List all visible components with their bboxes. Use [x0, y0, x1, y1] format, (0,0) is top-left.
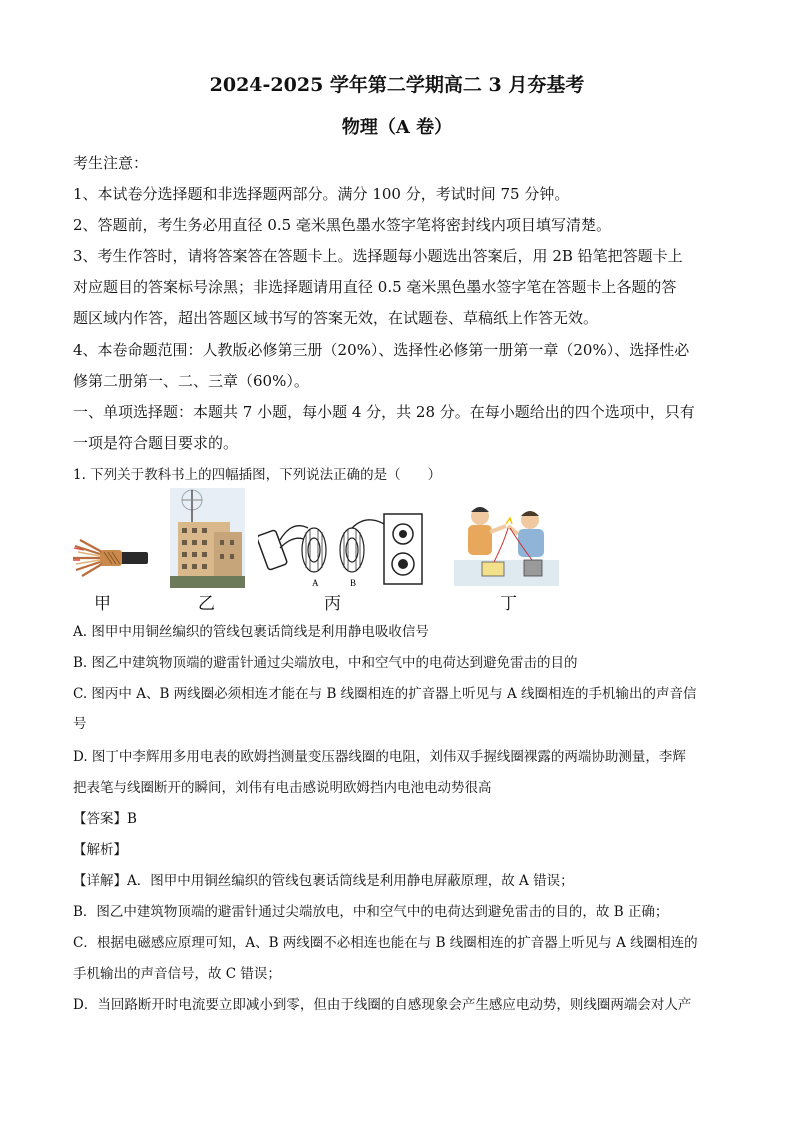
notice-item: 2、答题前，考生务必用直径 0.5 毫米黑色墨水签字笔将密封线内项目填写清楚。 — [73, 216, 611, 234]
notice-item: 修第二册第一、二、三章（60%）。 — [73, 372, 309, 390]
exam-subtitle: 物理（A 卷） — [341, 117, 453, 138]
option-c: C. 图丙中 A、B 两线圈必须相连才能在与 B 线圈相连的扩音器上听见与 A 线圈相连的手机输出的声音信 — [73, 686, 697, 702]
figure-label-yi: 乙 — [198, 594, 215, 614]
section-heading-cont: 一项是符合题目要求的。 — [73, 434, 239, 452]
option-a: A. 图甲中用铜丝编织的管线包裹话筒线是利用静电吸收信号 — [73, 624, 429, 640]
coils-speaker-figure — [258, 510, 428, 590]
analysis-heading: 【解析】 — [73, 842, 127, 858]
braided-cable-figure — [70, 516, 150, 586]
exam-title: 2024-2025 学年第二学期高二 3 月夯基考 — [209, 74, 585, 96]
notice-item: 题区域内作答，超出答题区域书写的答案无效，在试题卷、草稿纸上作答无效。 — [73, 309, 599, 327]
coil-a-label: A — [312, 578, 319, 588]
multimeter-experiment-figure — [454, 502, 559, 586]
option-c-cont: 号 — [73, 716, 87, 732]
detail-line: 手机输出的声音信号，故 C 错误； — [73, 966, 281, 982]
notice-item: 1、本试卷分选择题和非选择题两部分。满分 100 分，考试时间 75 分钟。 — [73, 185, 570, 203]
building-lightning-rod-figure — [170, 488, 245, 588]
detail-line: B．图乙中建筑物顶端的避雷针通过尖端放电，中和空气中的电荷达到避免雷击的目的，故 B 正确； — [73, 904, 669, 920]
notice-heading: 考生注意： — [73, 154, 149, 172]
notice-item: 3、考生作答时，请将答案答在答题卡上。选择题每小题选出答案后，用 2B 铅笔把答题卡上 — [73, 247, 683, 265]
coil-b-label: B — [350, 578, 357, 588]
section-heading: 一、单项选择题：本题共 7 小题，每小题 4 分，共 28 分。在每小题给出的四个选项中，只有 — [73, 403, 695, 421]
figure-label-ding: 丁 — [500, 594, 517, 614]
detail-line: D．当回路断开时电流要立即减小到零，但由于线圈的自感现象会产生感应电动势，则线圈两端会对人产 — [73, 997, 692, 1013]
detail-line: C．根据电磁感应原理可知，A、B 两线圈不必相连也能在与 B 线圈相连的扩音器上听见与 A 线圈相连的 — [73, 935, 698, 951]
option-b: B. 图乙中建筑物顶端的避雷针通过尖端放电，中和空气中的电荷达到避免雷击的目的 — [73, 655, 578, 671]
notice-item: 对应题目的答案标号涂黑；非选择题请用直径 0.5 毫米黑色墨水签字笔在答题卡上各题的答 — [73, 278, 677, 296]
notice-item: 4、本卷命题范围：人教版必修第三册（20%）、选择性必修第一册第一章（20%）、选择性必 — [73, 341, 690, 359]
option-d-cont: 把表笔与线圈断开的瞬间，刘伟有电击感说明欧姆挡内电池电动势很高 — [73, 780, 492, 796]
answer: 【答案】B — [73, 811, 137, 827]
figure-label-bing: 丙 — [324, 594, 341, 614]
question-figures — [70, 488, 590, 613]
detail-line: 【详解】A．图甲中用铜丝编织的管线包裹话筒线是利用静电屏蔽原理，故 A 错误； — [73, 873, 574, 889]
figure-label-jia: 甲 — [94, 594, 111, 614]
option-d: D. 图丁中李辉用多用电表的欧姆挡测量变压器线圈的电阻，刘伟双手握线圈裸露的两端协助测量，李辉 — [73, 749, 686, 765]
question-stem: 1. 下列关于教科书上的四幅插图，下列说法正确的是（ ） — [73, 467, 442, 483]
